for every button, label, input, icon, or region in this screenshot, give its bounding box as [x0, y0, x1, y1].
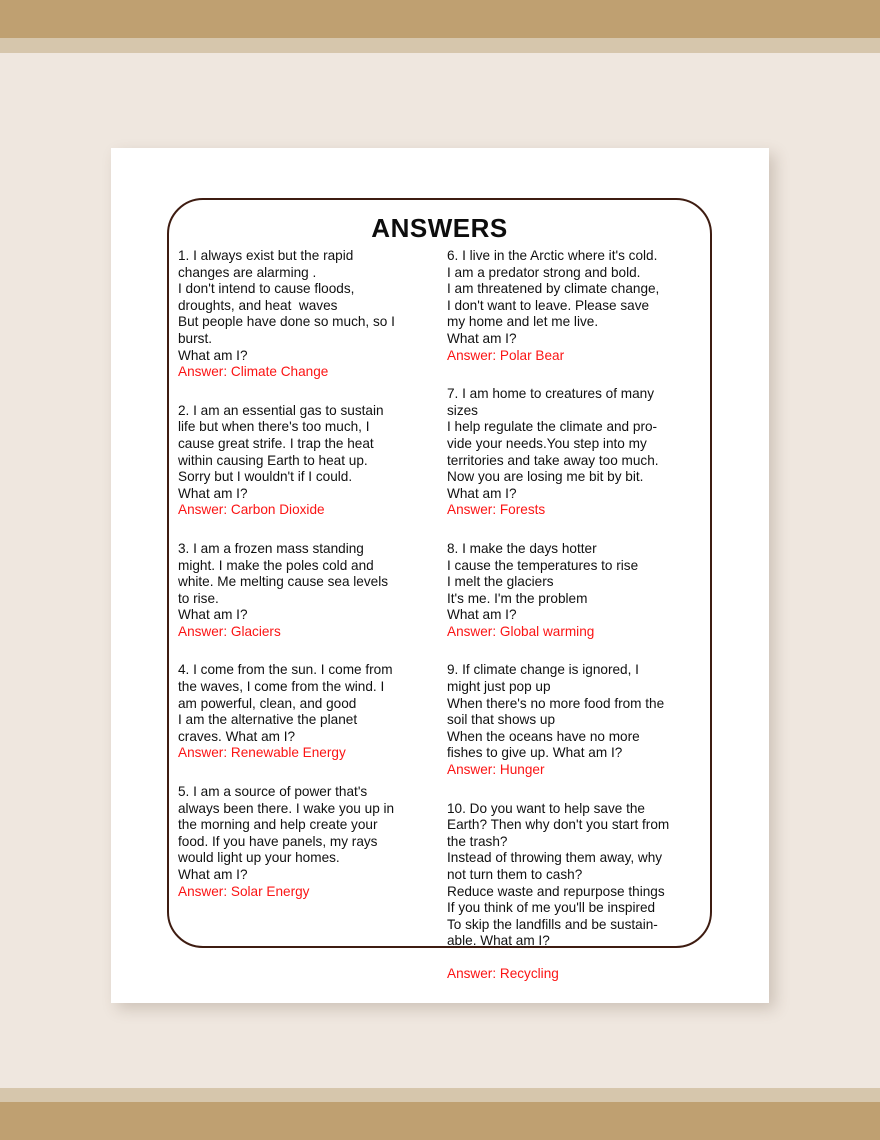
riddle-line: soil that shows up — [447, 712, 556, 728]
answer-line: Answer: Forests — [447, 502, 546, 518]
riddle-line: 8. I make the days hotter — [447, 540, 597, 556]
riddle-block — [447, 248, 695, 364]
riddle-line: Instead of throwing them away, why — [447, 850, 663, 866]
answer-line: Answer: Polar Bear — [447, 347, 565, 363]
riddle-line: What am I? — [447, 485, 517, 501]
top-dark-band — [0, 0, 880, 38]
riddle-line: What am I? — [178, 485, 248, 501]
riddle-block — [178, 403, 423, 519]
riddle-line: Sorry but I wouldn't if I could. — [178, 469, 353, 485]
riddle-columns — [167, 248, 712, 981]
riddle-line: What am I? — [447, 330, 517, 346]
riddle-line: I am a predator strong and bold. — [447, 264, 641, 280]
riddle-line: changes are alarming . — [178, 264, 317, 280]
riddle-line: would light up your homes. — [178, 850, 340, 866]
riddle-line: am powerful, clean, and good — [178, 695, 357, 711]
riddle-line: always been there. I wake you up in — [178, 800, 395, 816]
riddle-line: cause great strife. I trap the heat — [178, 435, 374, 451]
riddle-line: I don't intend to cause floods, — [178, 281, 355, 297]
riddle-line: 3. I am a frozen mass standing — [178, 540, 364, 556]
riddle-line: 5. I am a source of power that's — [178, 784, 368, 800]
riddle-line: It's me. I'm the problem — [447, 590, 588, 606]
answer-line: Answer: Recycling — [447, 965, 559, 981]
top-light-band — [0, 38, 880, 53]
answer-sheet — [111, 148, 769, 1003]
riddle-line: able. What am I? — [447, 933, 550, 949]
riddle-line: droughts, and heat waves — [178, 297, 338, 313]
riddle-line: I cause the temperatures to rise — [447, 557, 639, 573]
riddle-line: What am I? — [178, 607, 248, 623]
answer-line: Answer: Glaciers — [178, 623, 281, 639]
page-title: ANSWERS — [371, 213, 508, 243]
riddle-line: territories and take away too much. — [447, 452, 659, 468]
riddle-line: 1. I always exist but the rapid — [178, 248, 354, 263]
riddle-line: to rise. — [178, 590, 219, 606]
bottom-light-band — [0, 1088, 880, 1102]
answer-line: Answer: Climate Change — [178, 364, 329, 380]
riddle-line: When there's no more food from the — [447, 695, 665, 711]
riddle-block — [447, 386, 695, 519]
riddle-line: vide your needs.You step into my — [447, 435, 647, 451]
riddle-line: 9. If climate change is ignored, I — [447, 662, 639, 678]
riddle-line: the waves, I come from the wind. I — [178, 679, 385, 695]
riddle-line: 6. I live in the Arctic where it's cold. — [447, 248, 658, 263]
riddle-line: the morning and help create your — [178, 817, 378, 833]
riddle-block — [447, 541, 695, 641]
riddle-line: craves. What am I? — [178, 728, 296, 744]
riddle-line: To skip the landfills and be sustain- — [447, 916, 658, 932]
riddle-line: 10. Do you want to help save the — [447, 800, 645, 816]
riddle-line: fishes to give up. What am I? — [447, 745, 623, 761]
riddle-line: I help regulate the climate and pro- — [447, 419, 658, 435]
answer-line: Answer: Hunger — [447, 762, 545, 778]
bottom-dark-band — [0, 1102, 880, 1140]
answer-line: Answer: Renewable Energy — [178, 745, 346, 761]
answer-line: Answer: Global warming — [447, 623, 595, 639]
riddle-line: Now you are losing me bit by bit. — [447, 469, 644, 485]
riddle-line: burst. — [178, 330, 212, 346]
riddle-line: might. I make the poles cold and — [178, 557, 374, 573]
riddle-line: 4. I come from the sun. I come from — [178, 662, 393, 678]
answer-line: Answer: Solar Energy — [178, 883, 310, 899]
riddle-line: might just pop up — [447, 679, 551, 695]
riddle-line: not turn them to cash? — [447, 867, 583, 882]
left-column — [167, 248, 423, 938]
answer-line: Answer: Carbon Dioxide — [178, 502, 325, 518]
riddle-line: 7. I am home to creatures of many — [447, 386, 655, 402]
riddle-line: If you think of me you'll be inspired — [447, 900, 656, 916]
riddle-line: Earth? Then why don't you start from — [447, 817, 670, 833]
riddle-line: sizes — [447, 402, 478, 418]
riddle-line: Reduce waste and repurpose things — [447, 883, 665, 899]
riddle-line: But people have done so much, so I — [178, 314, 395, 330]
riddle-block — [178, 784, 423, 900]
riddle-line: When the oceans have no more — [447, 728, 640, 744]
riddle-line: life but when there's too much, I — [178, 419, 370, 435]
riddle-line: the trash? — [447, 833, 508, 849]
riddle-line: What am I? — [178, 347, 248, 363]
riddle-line: my home and let me live. — [447, 314, 599, 330]
riddle-line: What am I? — [178, 867, 248, 882]
riddle-block — [178, 662, 423, 762]
riddle-block — [178, 541, 423, 641]
riddle-line: What am I? — [447, 607, 517, 623]
riddle-line: white. Me melting cause sea levels — [178, 574, 389, 590]
riddle-block — [447, 801, 695, 983]
riddle-line: food. If you have panels, my rays — [178, 833, 378, 849]
riddle-line: 2. I am an essential gas to sustain — [178, 402, 384, 418]
riddle-block — [447, 662, 695, 778]
riddle-block — [178, 248, 423, 381]
riddle-line: I melt the glaciers — [447, 574, 554, 590]
riddle-line: I don't want to leave. Please save — [447, 297, 650, 313]
right-column — [439, 248, 695, 981]
riddle-line: I am the alternative the planet — [178, 712, 358, 728]
riddle-line: within causing Earth to heat up. — [178, 452, 368, 468]
riddle-line: I am threatened by climate change, — [447, 281, 660, 297]
